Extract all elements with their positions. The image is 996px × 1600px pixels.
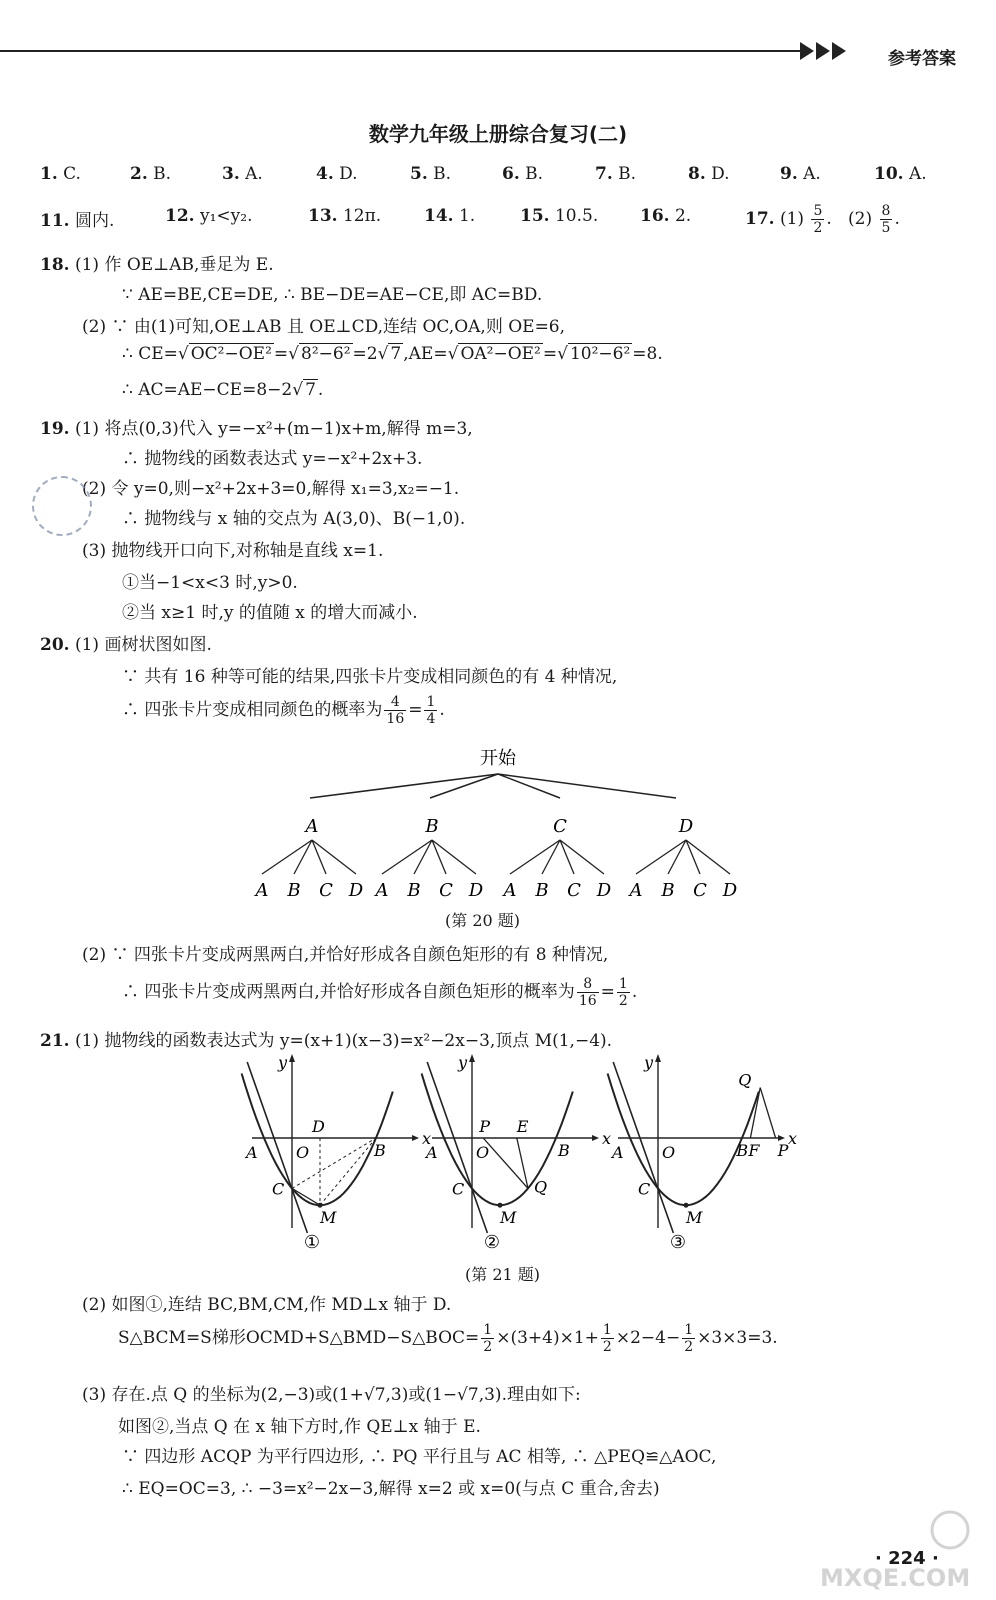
vertex-dot [684, 1203, 689, 1208]
point-label-f: F [748, 1141, 760, 1160]
q18-line-1: 18. (1) 作 OE⊥AB,垂足为 E. [40, 255, 274, 275]
segment-qp [760, 1088, 775, 1138]
triple-arrow-icon [800, 40, 860, 62]
tree-leaf: A [503, 880, 517, 901]
tree-leaf: C [319, 880, 333, 901]
tree-leaf: A [255, 880, 269, 901]
point-label-o: O [296, 1143, 310, 1162]
axis-label-y: y [278, 1053, 288, 1072]
q19-line-6: ①当−1<x<3 时,y>0. [122, 573, 298, 593]
svg-text:MXQE.COM: MXQE.COM [820, 1564, 971, 1592]
point-label-m: M [686, 1208, 703, 1228]
q21-line-3: S△BCM=S梯形OCMD+S△BMD−S△BOC= $\frac{1}{2}$ ×(3+4)×1+ $\frac{1}{2}$ ×2−4− $\frac{1}{2}$ ×3×3=3. [118, 1322, 778, 1355]
q20-line-5: ∴ 四张卡片变成两黑两白,并恰好形成各自颜色矩形的概率为 $\frac{8}{16}$ = $\frac{1}{2}$ . [122, 976, 638, 1009]
q20-line-2: ∵ 共有 16 种等可能的结果,四张卡片变成相同颜色的有 4 种情况, [122, 667, 618, 687]
q19-line-3: (2) 令 y=0,则−x²+2x+3=0,解得 x₁=3,x₂=−1. [82, 479, 460, 499]
tree-branch [414, 840, 432, 874]
figure-number: ③ [669, 1232, 687, 1252]
mc-answer: 9. A. [780, 164, 821, 184]
point-label-c: C [272, 1179, 285, 1199]
fill-answer: 11. 圆内. [40, 211, 115, 231]
fill-answer: 14. 1. [424, 206, 476, 226]
point-label-o: O [662, 1143, 676, 1162]
tree-branch [542, 840, 560, 874]
fill-answer: 13. 12π. [308, 206, 382, 226]
tree-leaf: D [596, 880, 612, 901]
y-axis-arrow-icon [469, 1054, 475, 1062]
point-label-m: M [500, 1208, 517, 1228]
parabola-figures [240, 1052, 800, 1252]
mc-answer: 5. B. [410, 164, 452, 184]
figure-caption-21: (第 21 题) [465, 1265, 541, 1284]
tree-diagram [240, 740, 760, 910]
q20-line-4: (2) ∵ 四张卡片变成两黑两白,并恰好形成各自颜色矩形的有 8 种情况, [82, 945, 609, 965]
figure-number: ① [303, 1232, 321, 1252]
q18-line-5: ∴ AC=AE−CE=8−2√ 7 . [122, 380, 324, 400]
tree-leaf: B [287, 880, 301, 901]
mc-answer: 3. A. [222, 164, 263, 184]
axis-label-x: x [788, 1129, 798, 1148]
tree-leaf: D [348, 880, 364, 901]
fill-answer: 15. 10.5. [520, 206, 599, 226]
mc-answer: 8. D. [688, 164, 730, 184]
tree-node: A [305, 816, 319, 837]
fraction: $\frac{8}{5}$ [881, 203, 891, 236]
tree-leaf: B [661, 880, 675, 901]
page-title: 数学九年级上册综合复习(二) [368, 122, 628, 146]
point-label-a: A [612, 1143, 624, 1162]
point-label-p: P [777, 1141, 789, 1160]
point-label-b: B [374, 1141, 386, 1160]
mc-answer: 7. B. [595, 164, 637, 184]
q20-line-1: 20. (1) 画树状图如图. [40, 635, 212, 655]
tree-node: C [553, 816, 567, 837]
mc-answer: 6. B. [502, 164, 544, 184]
tree-branch [498, 774, 676, 798]
q18-line-4: ∴ CE=√ OC²−OE² =√ 8²−6² =2√ 7 ,AE=√ OA²−OE² =√ 10²−6² =8. [122, 344, 663, 364]
q19-line-1: 19. (1) 将点(0,3)代入 y=−x²+(m−1)x+m,解得 m=3, [40, 419, 473, 439]
fraction: $\frac{5}{2}$ [813, 203, 823, 236]
q21-line-7: ∴ EQ=OC=3, ∴ −3=x²−2x−3,解得 x=2 或 x=0(与点 C 重合,舍去) [122, 1479, 660, 1499]
header-rule [0, 50, 800, 52]
figure-caption-20: (第 20 题) [445, 911, 521, 930]
tree-leaf: B [535, 880, 549, 901]
tree-branch [636, 840, 686, 874]
point-label-c: C [638, 1179, 651, 1199]
tree-leaf: C [693, 880, 707, 901]
point-label-p: P [479, 1117, 490, 1136]
mc-answer: 2. B. [130, 164, 172, 184]
q21-line-6: ∵ 四边形 ACQP 为平行四边形, ∴ PQ 平行且与 AC 相等, ∴ △PEQ≌△AOC, [122, 1447, 717, 1467]
fill-answer: 16. 2. [640, 206, 692, 226]
header-title: 参考答案 [888, 49, 956, 69]
dashed-bm [320, 1138, 376, 1205]
q19-line-5: (3) 抛物线开口向下,对称轴是直线 x=1. [82, 541, 384, 561]
tree-leaf: A [629, 880, 643, 901]
point-label-a: A [246, 1143, 258, 1162]
q21-line-5: 如图②,当点 Q 在 x 轴下方时,作 QE⊥x 轴于 E. [118, 1417, 481, 1437]
parabola-curve [608, 1074, 759, 1206]
page-number: · 224 · [875, 1548, 939, 1569]
mc-answer: 4. D. [316, 164, 358, 184]
q21-line-1: 21. (1) 抛物线的函数表达式为 y=(x+1)(x−3)=x²−2x−3,顶点 M(1,−4). [40, 1031, 613, 1051]
x-axis-arrow-icon [592, 1135, 599, 1141]
point-label-c: C [452, 1179, 465, 1199]
y-axis-arrow-icon [289, 1054, 295, 1062]
tree-leaf: C [439, 880, 453, 901]
tree-node: D [678, 816, 694, 837]
q19-line-4: ∴ 抛物线与 x 轴的交点为 A(3,0)、B(−1,0). [122, 509, 466, 529]
point-label-o: O [476, 1143, 490, 1162]
tree-branch [510, 840, 560, 874]
q18-line-2: ∵ AE=BE,CE=DE, ∴ BE−DE=AE−CE,即 AC=BD. [122, 285, 543, 305]
tree-leaf: D [722, 880, 738, 901]
y-axis-arrow-icon [655, 1054, 661, 1062]
point-label-e: E [516, 1117, 529, 1136]
watermark-logo [810, 1508, 980, 1593]
figure-number: ② [483, 1232, 501, 1252]
q20-line-3: ∴ 四张卡片变成相同颜色的概率为 $\frac{4}{16}$ = $\frac{1}{4}$ . [122, 694, 445, 727]
q21-line-4: (3) 存在.点 Q 的坐标为(2,−3)或(1+√7,3)或(1−√7,3).理由如下: [82, 1385, 581, 1405]
tree-leaf: B [407, 880, 421, 901]
tree-branch [310, 774, 498, 798]
vertex-dot [498, 1203, 503, 1208]
tree-leaf: C [567, 880, 581, 901]
point-label-a: A [426, 1143, 438, 1162]
parabola-curve [242, 1074, 393, 1206]
tree-root: 开始 [480, 748, 516, 769]
tree-branch [262, 840, 312, 874]
axis-label-x: x [602, 1129, 612, 1148]
mc-answer: 1. C. [40, 164, 81, 184]
q19-line-7: ②当 x≥1 时,y 的值随 x 的增大而减小. [122, 603, 418, 623]
parabola-curve [422, 1074, 573, 1206]
q18-line-3: (2) ∵ 由(1)可知,OE⊥AB 且 OE⊥CD,连结 OC,OA,则 OE=6, [82, 317, 566, 337]
tree-leaf: A [375, 880, 389, 901]
tree-node: B [425, 816, 439, 837]
segment-eq [517, 1138, 528, 1188]
axis-label-y: y [458, 1053, 468, 1072]
tree-branch [382, 840, 432, 874]
point-label-b: B [736, 1141, 749, 1160]
tree-branch [668, 840, 686, 874]
tree-leaf: D [468, 880, 484, 901]
axis-label-x: x [422, 1129, 432, 1148]
stamp-icon [32, 476, 92, 536]
point-label-q: Q [738, 1070, 752, 1090]
q17-answer: 17. (1) $\frac{5}{2}$ . (2) $\frac{8}{5}$ . [745, 203, 900, 236]
tree-branch [294, 840, 312, 874]
axis-label-y: y [644, 1053, 654, 1072]
q21-line-2: (2) 如图①,连结 BC,BM,CM,作 MD⊥x 轴于 D. [82, 1295, 452, 1315]
point-label-q: Q [534, 1177, 548, 1197]
segment-pq [483, 1138, 528, 1188]
q19-line-2: ∴ 抛物线的函数表达式 y=−x²+2x+3. [122, 449, 423, 469]
point-label-d: D [312, 1117, 325, 1136]
point-label-b: B [558, 1141, 570, 1160]
mc-answer: 10. A. [874, 164, 927, 184]
fill-answer: 12. y₁<y₂. [165, 206, 253, 226]
x-axis-arrow-icon [412, 1135, 419, 1141]
point-label-m: M [320, 1208, 337, 1228]
